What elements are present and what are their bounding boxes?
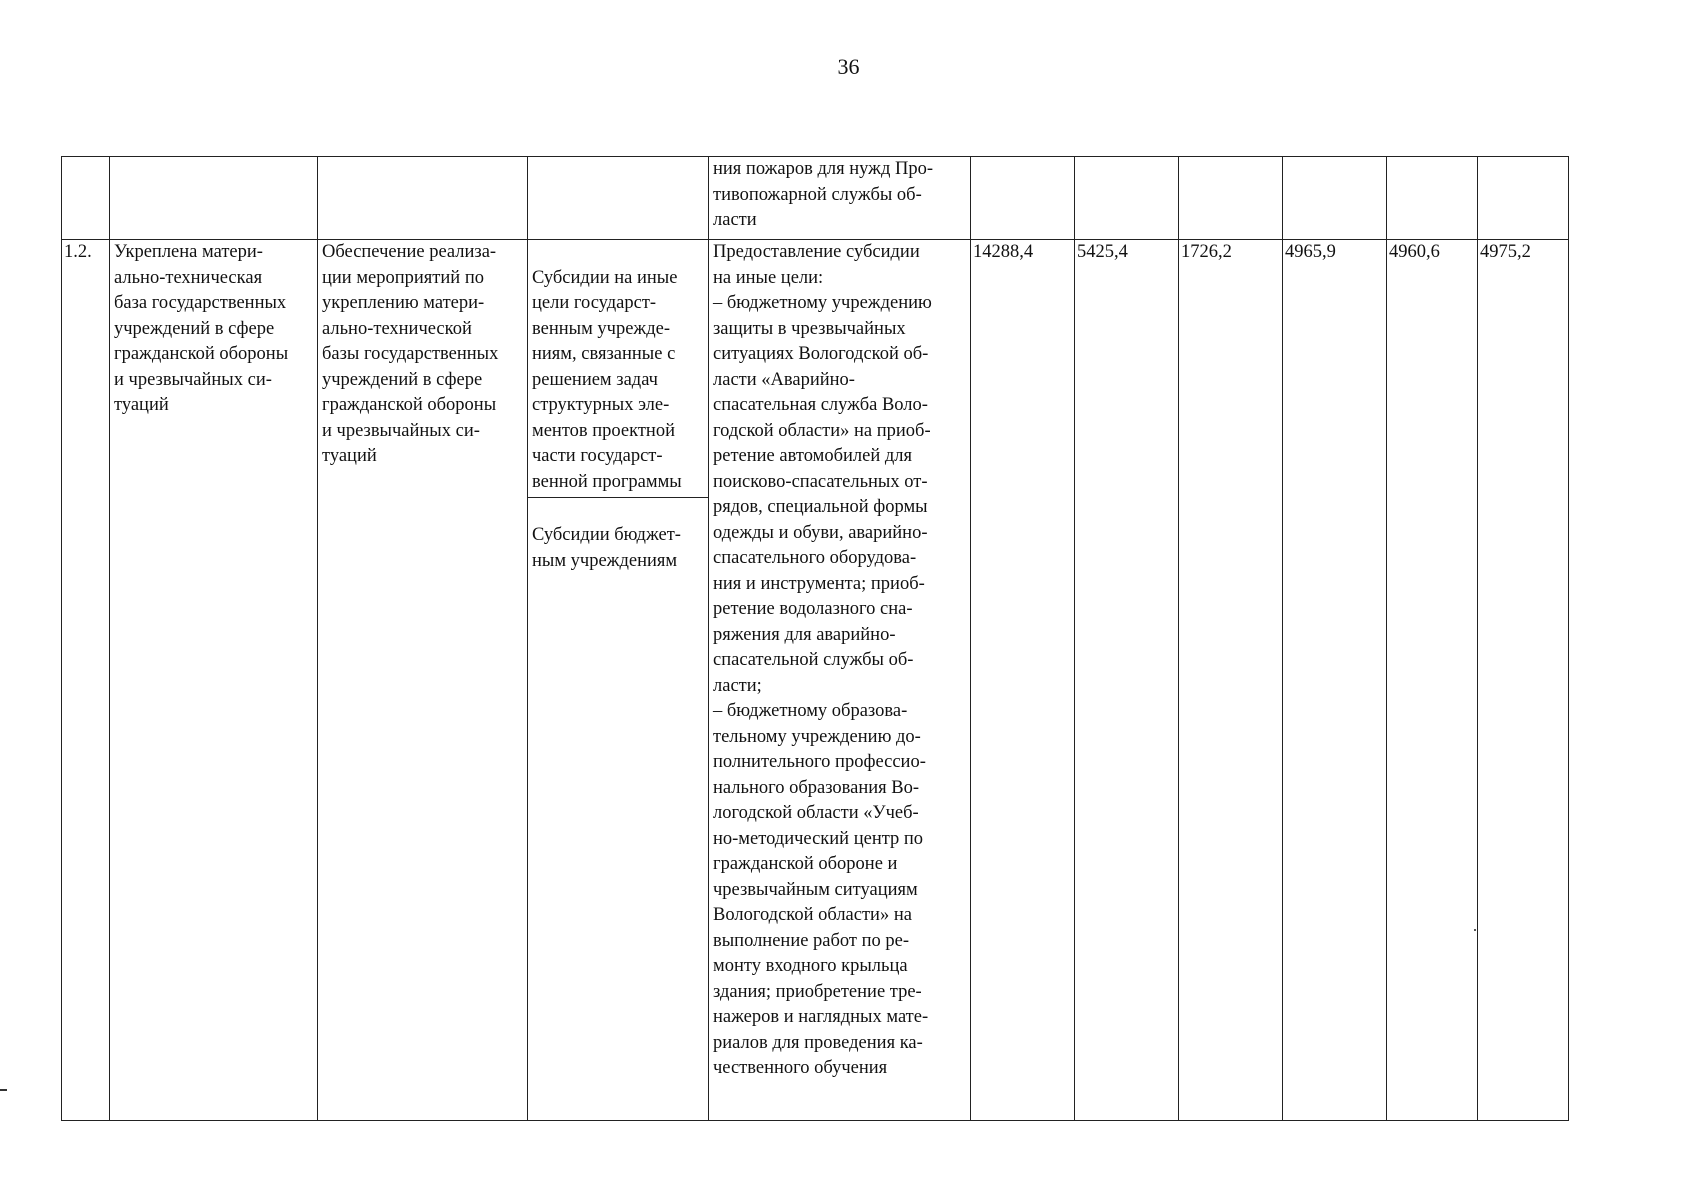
cell-measure [318, 157, 528, 240]
cell-value [1075, 157, 1179, 240]
program-table [61, 156, 1569, 1121]
cell-measure: Обеспечение реализа- ции мероприятий по укреплению матери- ально-технической базы государственных учреждений в сфере гражданской обороны и чрезвычайных си- туаций [318, 240, 528, 1121]
cell-value-total: 14288,4 [971, 240, 1075, 1121]
cell-result: Укреплена матери- ально-техническая база государственных учреждений в сфере гражданской обороны и чрезвычайных си- туаций [110, 240, 318, 1121]
cell-value [1283, 157, 1387, 240]
funding-type-budget: Субсидии бюджет- ным учреждениям [532, 525, 681, 571]
cell-funding-type [528, 240, 709, 1121]
table-row-1-2 [62, 240, 1569, 1121]
cell-number: 1.2. [62, 240, 110, 1121]
margin-mark [0, 1089, 7, 1091]
cell-value [971, 157, 1075, 240]
cell-funding-type [528, 157, 709, 240]
cell-number [62, 157, 110, 240]
cell-result [110, 157, 318, 240]
cell-value-year-1: 5425,4 [1075, 240, 1179, 1121]
cell-value [1387, 157, 1478, 240]
cell-description: Предоставление субсидии на иные цели: – бюджетному учреждению защиты в чрезвычайных ситуациях Вологодской об- ласти «Аварийно- спасательная служба Воло- годской области» на приоб- ретение автомобилей для поисково-спасательных от- рядов, специальной формы одежды и обуви, аварийно- спасательного оборудова- ния и инструмента; приоб- ретение водолазного сна- ряжения для аварийно- спасательной службы об- ласти; – бюджетному образова- тельному учреждению до- полнительного профессио- нального образования Во- логодской области «Учеб- но-методический центр по гражданской обороне и чрезвычайным ситуациям Вологодской области» на выполнение работ по ре- монту входного крыльца здания; приобретение тре- нажеров и наглядных мате- риалов для проведения ка- чественного обучения [709, 240, 971, 1121]
cell-value-year-4: 4960,6 [1387, 240, 1478, 1121]
cell-value-year-3: 4965,9 [1283, 240, 1387, 1121]
table-row-continuation [62, 157, 1569, 240]
scan-dot [1474, 929, 1476, 931]
cell-description: ния пожаров для нужд Про- тивопожарной службы об- ласти [709, 157, 971, 240]
cell-value [1478, 157, 1569, 240]
cell-value-year-5: 4975,2 [1478, 240, 1569, 1121]
page-number: 36 [837, 54, 860, 79]
funding-type-project: Субсидии на иные цели государст- венным учрежде- ниям, связанные с решением задач структурных эле- ментов проектной части государст- венной программы [528, 266, 708, 498]
cell-value-year-2: 1726,2 [1179, 240, 1283, 1121]
cell-value [1179, 157, 1283, 240]
